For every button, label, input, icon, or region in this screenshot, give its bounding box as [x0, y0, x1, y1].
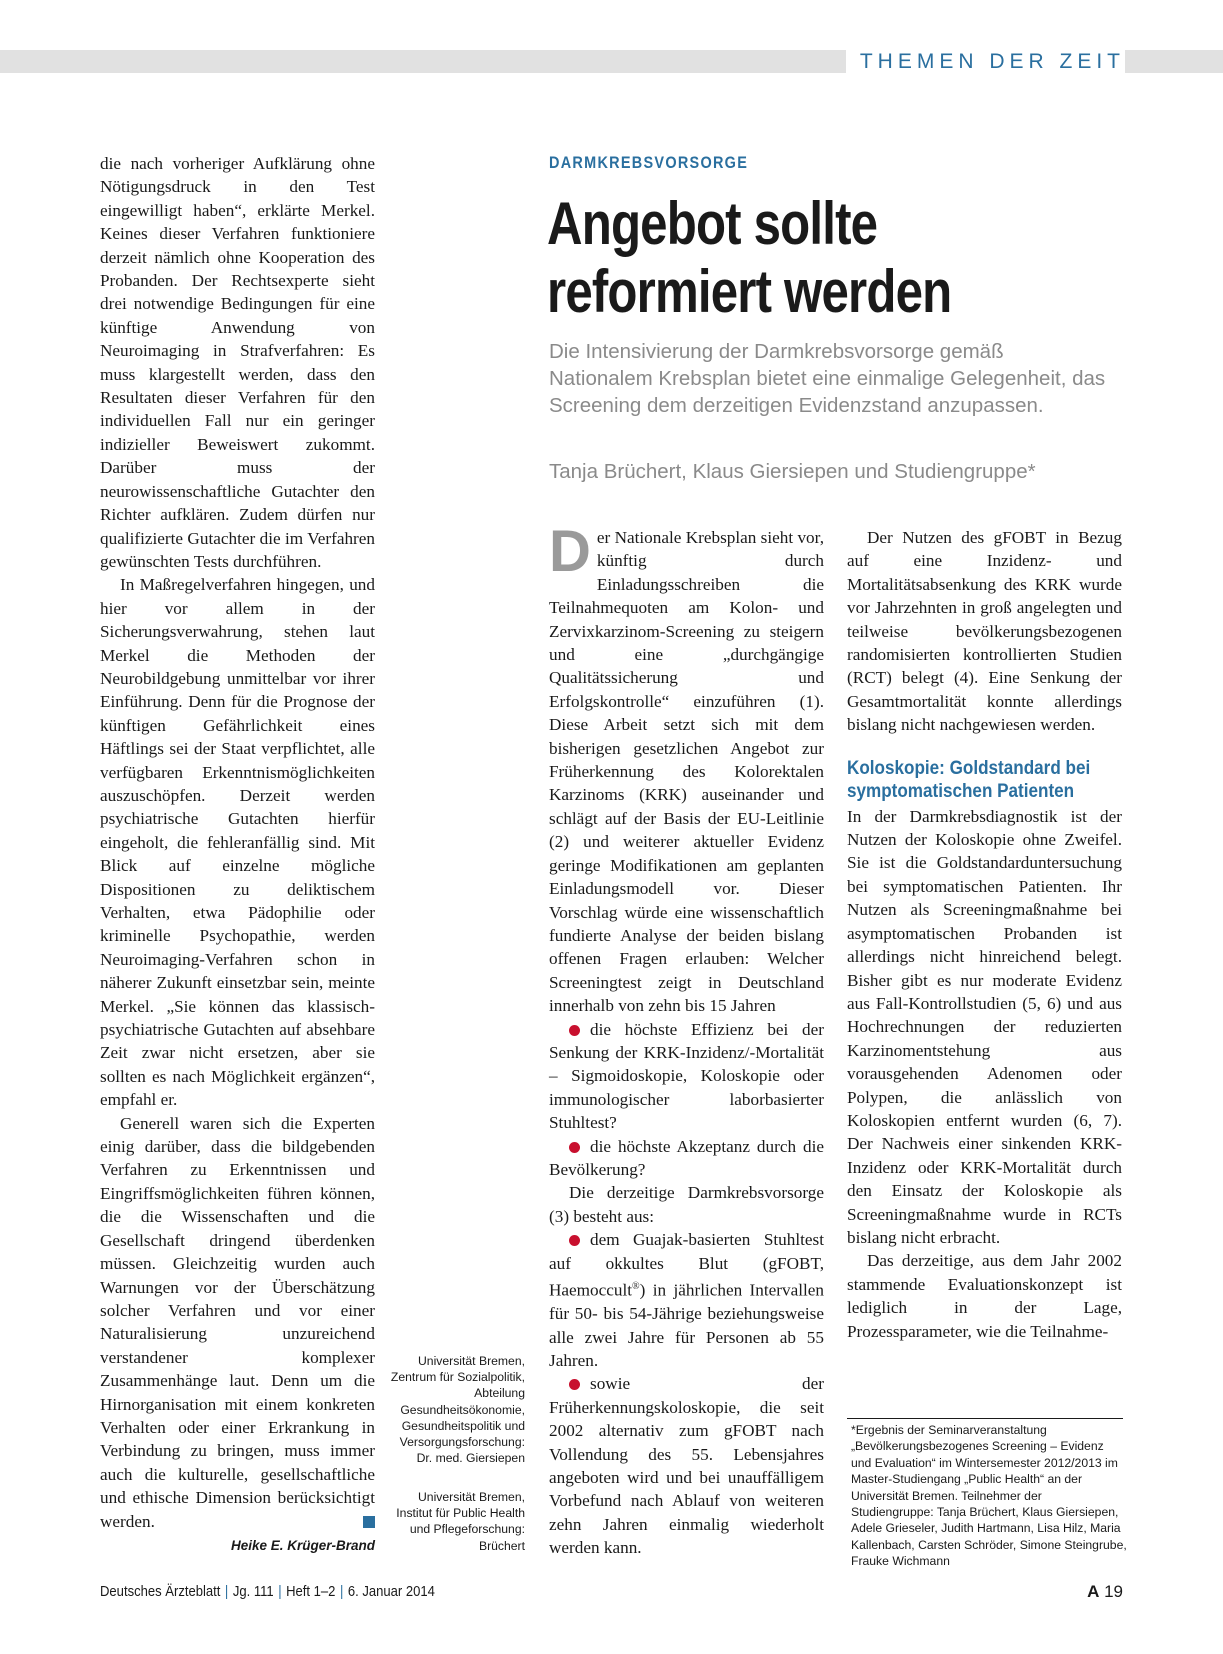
article-lead: Die Intensivierung der Darmkrebsvorsorge gemäß Nationalem Krebsplan bietet eine einmalige Gelegenheit, das Screening dem derzeitigen Evidenzstand anzupassen.: [549, 340, 1106, 417]
current-item-2-text: sowie der Früherkennungskoloskopie, die seit 2002 alternativ zum gFOBT nach Vollendung des 55. Lebensjahres angeboten wird und bei unauffälligem Vorbefund nach Ablauf von weiteren zehn Jahren einmalig wiederholt werden kann.: [549, 1374, 824, 1558]
current-item-1-text-b: ) in jährlichen Intervallen für 50- bis 54-Jährige beziehungsweise alle zwei Jahre für Personen ab 55 Jahren.: [549, 1280, 824, 1370]
footer-journal: Deutsches Ärzteblatt: [100, 1584, 221, 1600]
drop-cap: D: [549, 519, 591, 584]
bullet-dot-icon: [569, 1142, 580, 1153]
article-kicker: DARMKREBSVORSORGE: [549, 153, 749, 172]
left-paragraph-1: die nach vorheriger Aufklärung ohne Nötigungsdruck in den Test eingewilligt haben“, erklärte Merkel. Keines dieser Verfahren funktioniere derzeit nämlich ohne Kooperation des Probanden. Der Rechtsexperte sieht drei notwendige Bedingungen für eine künftige Anwendung von Neuroimaging in Strafverfahren: Es muss klargestellt werden, dass den Resultaten dieser Verfahren für den individuellen Fall nur ein geringer indizieller Beweiswert zukommt. Darüber muss der neurowissenschaftliche Gutachter den Richter aufklären. Zudem dürfen nur qualifizierte Gutachter die im Verfahren gewünschten Tests durchführen.: [100, 154, 375, 571]
end-mark-icon: [363, 1516, 375, 1528]
footer-separator: |: [278, 1584, 282, 1600]
right-column: [847, 526, 1122, 1343]
right-paragraph-3: Das derzeitige, aus dem Jahr 2002 stammende Evaluationskonzept ist lediglich in der Lage, Prozessparameter, wie die Teilnahme-: [847, 1251, 1122, 1341]
question-text-2: die höchste Akzeptanz durch die Bevölkerung?: [549, 1136, 824, 1179]
byline: Heike E. Krüger-Brand: [230, 1537, 375, 1553]
affiliation-bruechert: Universität Bremen, Institut für Public Health und Pflegeforschung: Brüchert: [396, 1490, 525, 1553]
footnote-divider: [847, 1418, 1123, 1419]
current-item-2: [549, 1372, 824, 1559]
intro-paragraph: [549, 519, 824, 1018]
left-paragraph-2: In Maßregelverfahren hingegen, und hier vor allem in der Sicherungsverwahrung, stehen laut Merkel die Methoden der Neurobildgebung unmittelbar vor ihrer Einführung. Denn für die Prognose der künftigen Gefährlichkeit eines Häftlings sei der Staat verpflichtet, alle verfügbaren Erkenntnismöglichkeiten auszuschöpfen. Derzeit werden psychiatrische Gutachten hierfür eingeholt, die fehleranfällig sind. Mit Blick auf einzelne mögliche Dispositionen zu deliktischem Verhalten, etwa Pädophilie oder kriminelle Psychopathie, werden Neuroimaging-Verfahren schon in näherer Zukunft einsetzbar sein, meinte Merkel. „Sie können das klassisch-psychiatrische Gutachten auf absehbare Zeit zwar nicht ersetzen, aber sie sollten es nach Möglichkeit ergänzen“, empfahl er.: [100, 575, 375, 1110]
middle-column: [549, 519, 824, 1560]
page-prefix: A: [1087, 1582, 1100, 1601]
headline-line-1: Angebot sollte: [547, 190, 878, 257]
subheading: Koloskopie: Goldstandard bei symptomatischen Patienten: [847, 757, 1091, 802]
left-column: [100, 152, 375, 1557]
footer-date: 6. Januar 2014: [347, 1584, 435, 1600]
footer-volume: Jg. 111: [232, 1584, 274, 1600]
registered-mark: ®: [632, 1281, 640, 1292]
intro-text: er Nationale Krebsplan sieht vor, künftig durch Einladungsschreiben die Teilnahmequoten am Kolon- und Zervixkarzinom-Screening zu steigern und eine „durchgängige Qualitätssicherung und Erfolgskontrolle“ einzuführen (1). Diese Arbeit setzt sich mit dem bisherigen gesetzlichen Angebot zur Früherkennung des Kolorektalen Karzinoms (KRK) auseinander und schlägt auf der Basis der EU-Leitlinie (2) und weiterer aktueller Evidenz geringe Modifikationen am geplanten Einladungsmodell vor. Dieser Vorschlag würde eine wissenschaftlich fundierte Analyse der beiden bislang offenen Fragen erlauben: Welcher Screeningtest zeigt in Deutschland innerhalb von zehn bis 15 Jahren: [549, 528, 824, 1016]
left-paragraph-3: [100, 1112, 375, 1533]
question-item-1: [549, 1018, 824, 1135]
footer-separator: |: [224, 1584, 229, 1600]
article-headline: [547, 190, 1006, 326]
page-number: [1087, 1582, 1123, 1602]
affiliation-giersiepen: Universität Bremen, Zentrum für Sozialpolitik, Abteilung Gesundheitsökonomie, Gesundheitspolitik und Versorgungsforschung: Dr. med. Giersiepen: [390, 1354, 525, 1466]
current-intro: Die derzeitige Darmkrebsvorsorge (3) besteht aus:: [549, 1183, 824, 1226]
bullet-dot-icon: [569, 1235, 580, 1246]
page-footer: [100, 1584, 435, 1600]
page-number-value: 19: [1104, 1582, 1123, 1601]
footer-issue: Heft 1–2: [286, 1584, 336, 1600]
footer-separator: |: [339, 1584, 344, 1600]
current-item-1-text-a: dem Guajak-basierten Stuhltest auf okkultes Blut (gFOBT, Haemoccult: [549, 1230, 824, 1300]
article-authors: Tanja Brüchert, Klaus Giersiepen und Studiengruppe*: [549, 460, 1036, 483]
left-paragraph-3-text: Generell waren sich die Experten einig darüber, dass die bildgebenden Verfahren zu Erkenntnissen und Eingriffsmöglichkeiten führen können, die die Wissenschaften und die Gesellschaft dringend überdenken müssen. Gleichzeitig wurden auch Warnungen vor der Überschätzung solcher Verfahren und vor einer Naturalisierung unzureichend verstandener komplexer Zusammenhänge laut. Denn um die Hirnorganisation mit einem konkreten Verhalten oder einer Erkrankung in Verbindung zu bringen, muss immer auch die kulturelle, gesellschaftliche und ethische Dimension berücksichtigt werden.: [100, 1113, 375, 1531]
footnote: *Ergebnis der Seminarveranstaltung „Bevölkerungsbezogenes Screening – Evidenz und Evaluation“ im Wintersemester 2012/2013 im Master-Studiengang „Public Health“ an der Universität Bremen. Teilnehmer der Studiengruppe: Tanja Brüchert, Klaus Giersiepen, Adele Grieseler, Judith Hartmann, Lisa Hilz, Maria Kallenbach, Carsten Schröder, Simone Steingrube, Frauke Wichmann: [851, 1423, 1127, 1569]
headline-line-2: reformiert werden: [547, 258, 952, 325]
question-text-1: die höchste Effizienz bei der Senkung der KRK-Inzidenz/-Mortalität – Sigmoidoskopie, Koloskopie oder immunologischer laborbasierter Stuhltest?: [549, 1019, 824, 1133]
right-paragraph-1: Der Nutzen des gFOBT in Bezug auf eine Inzidenz- und Mortalitätsabsenkung des KRK wurde vor Jahrzehnten in groß angelegten und teilweise bevölkerungsbezogenen randomisierten kontrollierten Studien (RCT) belegt (4). Eine Senkung der Gesamtmortalität konnte allerdings bislang nicht nachgewiesen werden.: [847, 528, 1122, 735]
bullet-dot-icon: [569, 1025, 580, 1036]
right-paragraph-2: In der Darmkrebsdiagnostik ist der Nutzen der Koloskopie ohne Zweifel. Sie ist die Goldstandarduntersuchung bei symptomatischen Patienten. Ihr Nutzen als Screeningmaßnahme bei asymptomatischen Probanden ist allerdings nicht hinreichend belegt. Bisher gibt es nur moderate Evidenz aus Fall-Kontrollstudien (5, 6) und aus Hochrechnungen der reduzierten Karzinomentstehung aus vorausgehenden Adenomen oder Polypen, die anlässlich von Koloskopien entfernt wurden (6, 7). Der Nachweis einer sinkenden KRK-Inzidenz oder KRK-Mortalität durch den Einsatz der Koloskopie als Screeningmaßnahme wurde in RCTs bislang nicht erbracht.: [847, 806, 1122, 1247]
question-item-2: [549, 1135, 824, 1182]
current-item-1: [549, 1228, 824, 1372]
section-label: THEMEN DER ZEIT: [846, 48, 1125, 75]
bullet-dot-icon: [569, 1379, 580, 1390]
